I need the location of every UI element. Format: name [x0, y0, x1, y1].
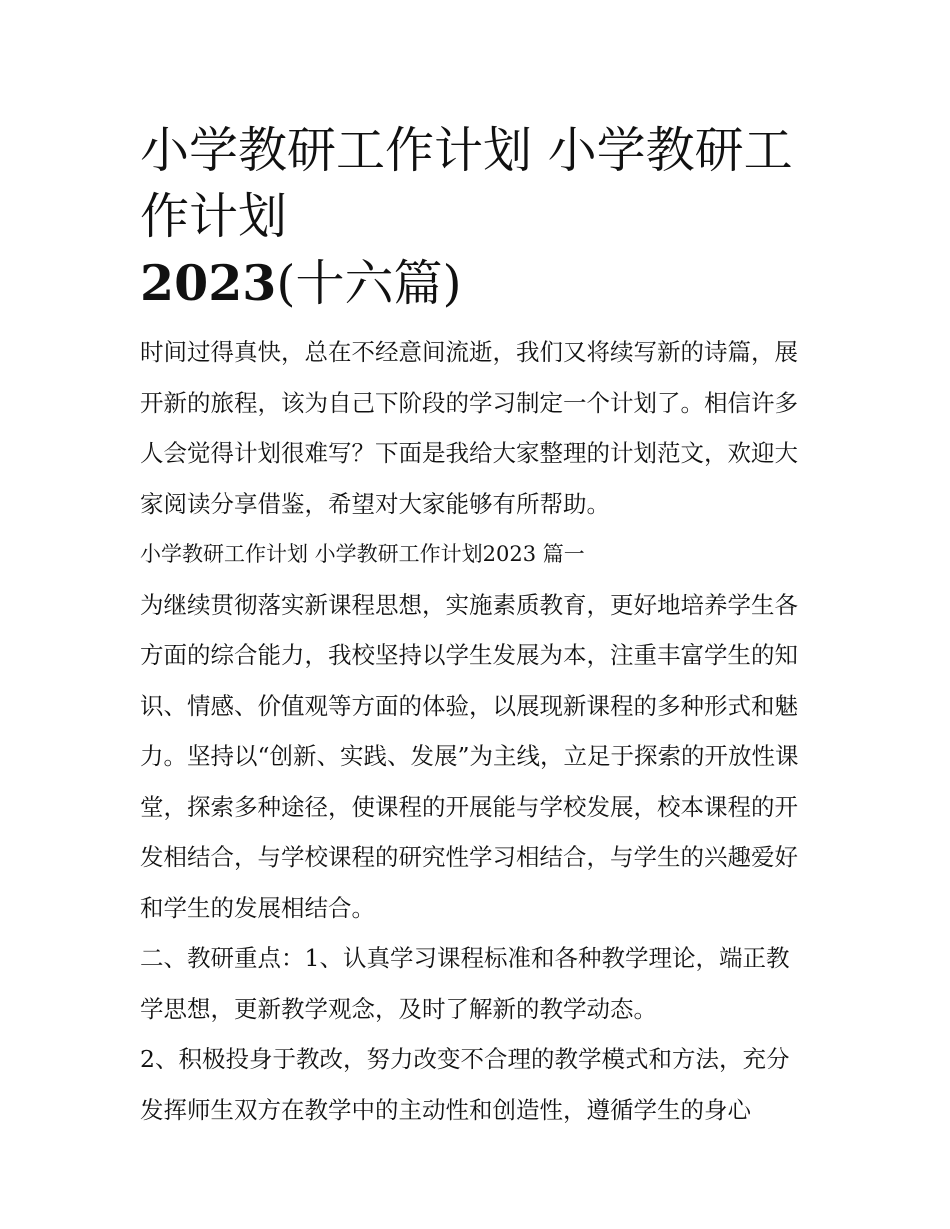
- title-tail: (十六篇): [276, 255, 462, 312]
- body-paragraph-2: 二、教研重点：1、认真学习课程标准和各种教学理论，端正教学思想，更新教学观念，及时了解新的教学动态。: [140, 944, 790, 1023]
- section-heading: 小学教研工作计划 小学教研工作计划2023 篇一: [140, 542, 585, 566]
- title-year: 2023: [140, 254, 277, 312]
- intro-paragraph: 时间过得真快，总在不经意间流逝，我们又将续写新的诗篇，展开新的旅程，该为自己下阶段的学习制定一个计划了。相信许多人会觉得计划很难写？下面是我给大家整理的计划范文，欢迎大家阅读分享借鉴，希望对大家能够有所帮助。: [140, 338, 798, 518]
- body-paragraph-1: 为继续贯彻落实新课程思想，实施素质教育，更好地培养学生各方面的综合能力，我校坚持以学生发展为本，注重丰富学生的知识、情感、价值观等方面的体验，以展现新课程的多种形式和魅力。坚持以“创新、实践、发展”为主线，立足于探索的开放性课堂，探索多种途径，使课程的开展能与学校发展，校本课程的开发相结合，与学校课程的研究性学习相结合，与学生的兴趣爱好和学生的发展相结合。: [140, 590, 799, 922]
- document-title: [140, 118, 812, 317]
- title-main: 小学教研工作计划 小学教研工作计划: [140, 122, 793, 245]
- body-paragraph-3: 2、积极投身于教改，努力改变不合理的教学模式和方法，充分发挥师生双方在教学中的主动性和创造性，遵循学生的身心: [140, 1045, 790, 1124]
- document-body: [140, 118, 812, 1135]
